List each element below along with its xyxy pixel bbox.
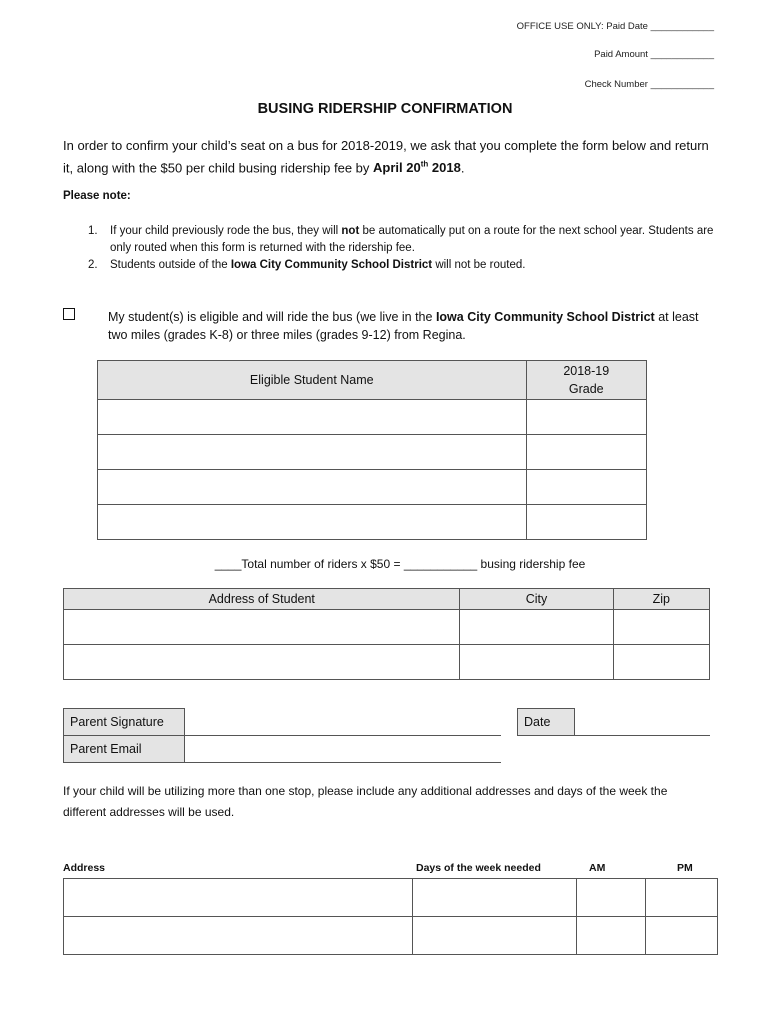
student-name-field[interactable]: [98, 400, 527, 435]
col-header-zip: Zip: [613, 589, 709, 610]
eligibility-statement: My student(s) is eligible and will ride the bus (we live in the Iowa City Community School District at least two miles (grades K-8) or three miles (grades 9-12) from Regina.: [108, 310, 699, 342]
col-header-city: City: [460, 589, 613, 610]
eligibility-checkbox[interactable]: [63, 308, 75, 320]
students-table: [97, 360, 647, 540]
stop-days-field[interactable]: [413, 917, 577, 955]
grade-field[interactable]: [526, 505, 646, 540]
table-row: [98, 470, 647, 505]
office-check-number: Check Number ____________: [584, 79, 714, 90]
table-row: [64, 917, 718, 955]
table-row: [64, 879, 718, 917]
parent-signature-field[interactable]: [185, 708, 501, 736]
stops-col-header-address: Address: [63, 862, 106, 874]
stop-days-field[interactable]: [413, 879, 577, 917]
intro-deadline: April 20th 2018: [373, 160, 461, 176]
office-paid-amount: Paid Amount ____________: [594, 49, 714, 60]
fee-line: ____Total number of riders x $50 = ___________ busing ridership fee: [214, 557, 586, 571]
stops-col-header-days: Days of the week needed: [416, 862, 541, 874]
extra-stops-instructions: If your child will be utilizing more than one stop, please include any additional addresses and days of the week the different addresses will be used.: [63, 784, 668, 819]
please-note-heading: Please note:: [63, 190, 131, 202]
city-field[interactable]: [460, 645, 613, 680]
notes-list: [88, 223, 718, 274]
col-header-student-name: Eligible Student Name: [98, 361, 527, 400]
date-label: Date: [517, 708, 575, 736]
table-row: [64, 610, 710, 645]
table-row: [98, 400, 647, 435]
intro-paragraph: In order to confirm your child’s seat on a bus for 2018-2019, we ask that you complete the form below and return it, along with the $50 per child busing ridership fee by April 20th 2018.: [63, 138, 709, 176]
grade-field[interactable]: [526, 470, 646, 505]
table-row: [98, 435, 647, 470]
office-paid-date: OFFICE USE ONLY: Paid Date ____________: [516, 21, 714, 32]
parent-signature-label: Parent Signature: [63, 708, 185, 736]
stop-am-field[interactable]: [577, 879, 645, 917]
intro-text: In order to confirm your child’s seat on a bus for 2018-2019, we ask that you complete the form below and return it, along with the $50 per child busing ridership fee by: [63, 138, 709, 176]
address-field[interactable]: [64, 610, 460, 645]
col-header-grade: 2018-19 Grade: [526, 361, 646, 400]
stop-am-field[interactable]: [577, 917, 645, 955]
col-header-address: Address of Student: [64, 589, 460, 610]
zip-field[interactable]: [613, 610, 709, 645]
student-name-field[interactable]: [98, 505, 527, 540]
stop-address-field[interactable]: [64, 917, 413, 955]
grade-field[interactable]: [526, 435, 646, 470]
stop-pm-field[interactable]: [645, 879, 717, 917]
student-name-field[interactable]: [98, 435, 527, 470]
table-row: [64, 645, 710, 680]
note-item: 2. Students outside of the Iowa City Community School District will not be routed.: [88, 259, 526, 271]
table-row: [98, 505, 647, 540]
date-field[interactable]: [575, 708, 710, 736]
address-table: [63, 588, 710, 680]
address-field[interactable]: [64, 645, 460, 680]
stops-col-header-pm: PM: [677, 862, 693, 874]
stop-pm-field[interactable]: [645, 917, 717, 955]
stop-address-field[interactable]: [64, 879, 413, 917]
page-title: BUSING RIDERSHIP CONFIRMATION: [257, 101, 513, 117]
grade-field[interactable]: [526, 400, 646, 435]
note-item: 1. If your child previously rode the bus, they will not be automatically put on a route for the next school year. Students are only routed when this form is returned with the ridership fee.: [88, 225, 714, 254]
zip-field[interactable]: [613, 645, 709, 680]
student-name-field[interactable]: [98, 470, 527, 505]
parent-email-label: Parent Email: [63, 735, 185, 763]
parent-email-field[interactable]: [185, 735, 501, 763]
stops-col-header-am: AM: [589, 862, 606, 874]
stops-table: [63, 878, 718, 955]
city-field[interactable]: [460, 610, 613, 645]
